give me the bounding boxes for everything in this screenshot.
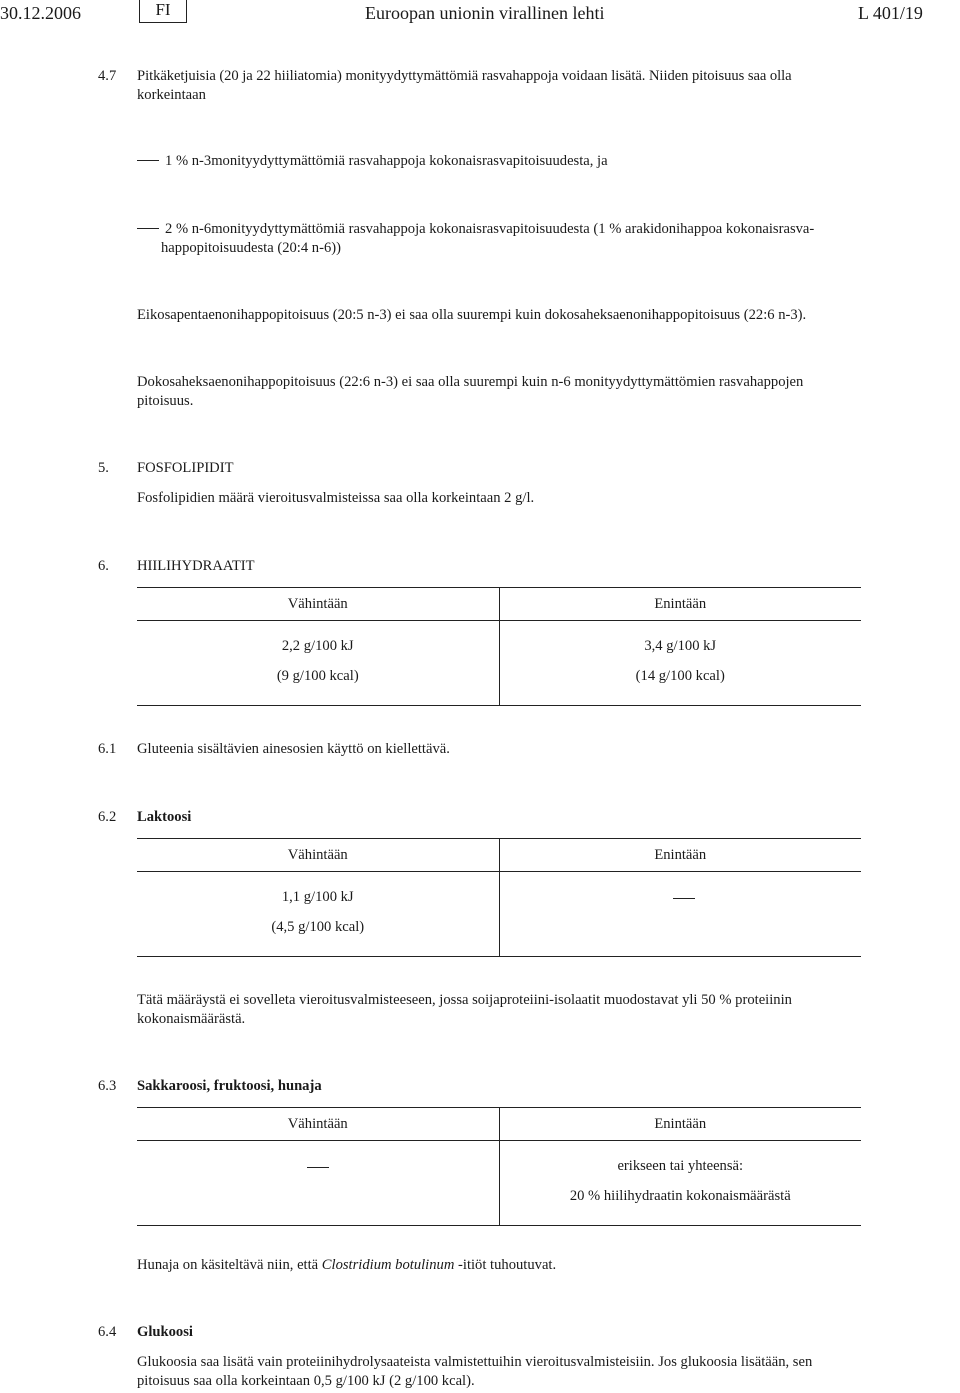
table-cell (499, 621, 861, 706)
column-header-min: Vähintään (137, 839, 499, 872)
list-item-text: 2 % n-6monityydyttymättömiä rasvahappoja kokonaisrasvapitoisuudesta (1 % arakidonihappoa kokonaisrasva- (165, 221, 815, 237)
text-line: Tätä määräystä ei sovelleta vieroitusvalmisteeseen, jossa soijaproteiini-isolaatit muodostavat yli 50 % proteiinin (137, 992, 792, 1008)
paragraph (137, 373, 803, 411)
journal-title: Euroopan unionin virallinen lehti (365, 3, 605, 23)
table-cell (499, 1141, 861, 1226)
species-name: Clostridium botulinum (321, 1257, 455, 1273)
paragraph: Fosfolipidien määrä vieroitusvalmisteissa saa olla korkeintaan 2 g/l. (137, 490, 535, 506)
section-number: 6.2 (98, 809, 117, 825)
lactose-table (137, 838, 861, 957)
text-span: -itiöt tuhoutuvat. (454, 1257, 557, 1273)
section-number: 5. (98, 460, 109, 476)
header-date: 30.12.2006 (0, 3, 81, 23)
table-cell (137, 872, 499, 957)
section-title: Sakkaroosi, fruktoosi, hunaja (137, 1078, 322, 1094)
section-title: Laktoosi (137, 809, 192, 825)
cell-value: 2,2 g/100 kJ (281, 638, 354, 654)
cell-value: 3,4 g/100 kJ (644, 638, 717, 654)
text-line: Glukoosia saa lisätä vain proteiinihydrolysaateista valmistettuihin vieroitusvalmisteisiin. Jos glukoosia lisätään, sen (137, 1354, 813, 1370)
dash-icon (307, 1167, 329, 1168)
section-number: 6.1 (98, 741, 117, 757)
text-line: Dokosaheksaenonihappopitoisuus (22:6 n-3) ei saa olla suurempi kuin n-6 monityydyttymättömien rasvahappojen (137, 374, 804, 390)
cell-value: (9 g/100 kcal) (276, 668, 359, 684)
dash-icon (137, 228, 159, 229)
empty-dash (500, 882, 862, 912)
text-line: pitoisuus saa olla korkeintaan 0,5 g/100 kJ (2 g/100 kcal). (137, 1373, 475, 1389)
section-number: 6.4 (98, 1324, 117, 1340)
paragraph (137, 1256, 556, 1275)
carbohydrate-table (137, 587, 861, 706)
cell-value: 20 % hiilihydraatin kokonaismäärästä (569, 1188, 791, 1204)
paragraph (137, 1353, 861, 1391)
section-title: HIILIHYDRAATIT (137, 558, 255, 574)
text-line: Pitkäketjuisia (20 ja 22 hiiliatomia) monityydyttymättömiä rasvahappoja voidaan lisätä. Niiden pitoisuus saa olla (137, 68, 792, 84)
paragraph (137, 67, 861, 105)
table-cell (137, 621, 499, 706)
dash-icon (137, 160, 159, 161)
list-item (137, 152, 608, 171)
text-line: kokonaismäärästä. (137, 1011, 246, 1027)
column-header-max: Enintään (654, 1115, 707, 1132)
cell-value: 1,1 g/100 kJ (281, 889, 354, 905)
text-line: pitoisuus. (137, 393, 194, 409)
column-header-max: Enintään (654, 846, 707, 863)
list-item-text: 1 % n-3monityydyttymättömiä rasvahappoja kokonaisrasvapitoisuudesta, ja (165, 153, 608, 169)
dash-icon (673, 898, 695, 899)
cell-value: (14 g/100 kcal) (635, 668, 725, 684)
table-cell (137, 1141, 499, 1226)
table-cell (499, 872, 861, 957)
sugar-table (137, 1107, 861, 1226)
section-title: Glukoosi (137, 1324, 193, 1340)
section-title: FOSFOLIPIDIT (137, 460, 234, 476)
section-number: 6.3 (98, 1078, 117, 1094)
column-header-max: Enintään (654, 595, 707, 612)
empty-dash (137, 1151, 499, 1181)
page-number: L 401/19 (858, 3, 923, 23)
text-span: Hunaja on käsiteltävä niin, että (137, 1257, 322, 1273)
paragraph (137, 991, 861, 1029)
cell-value: erikseen tai yhteensä: (617, 1158, 744, 1174)
text-line: korkeintaan (137, 87, 206, 103)
list-item (137, 220, 814, 239)
column-header-min: Vähintään (137, 588, 499, 621)
section-number: 4.7 (98, 68, 117, 84)
list-item-continuation: happopitoisuudesta (20:4 n-6)) (161, 240, 341, 256)
cell-value: (4,5 g/100 kcal) (271, 919, 365, 935)
language-code: FI (139, 0, 187, 23)
paragraph: Eikosapentaenonihappopitoisuus (20:5 n-3) ei saa olla suurempi kuin dokosaheksaenonihappopitoisuus (22:6 n-3). (137, 307, 807, 323)
section-number: 6. (98, 558, 109, 574)
paragraph: Gluteenia sisältävien ainesosien käyttö on kiellettävä. (137, 741, 450, 757)
column-header-min: Vähintään (137, 1108, 499, 1141)
